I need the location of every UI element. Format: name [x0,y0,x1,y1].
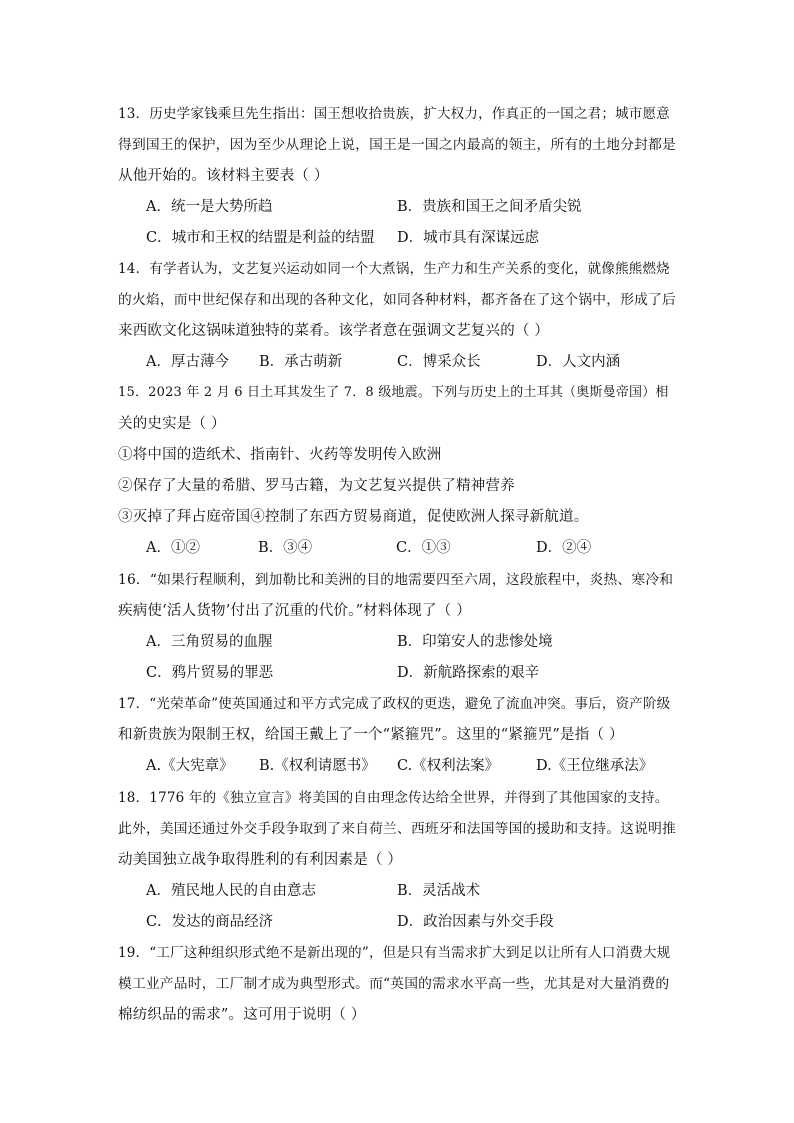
q15-statement-1: ①将中国的造纸术、指南针、火药等发明传入欧洲 [118,447,442,463]
q17-option-a[interactable]: A.《大宪章》 [146,758,234,774]
q18-option-a[interactable]: A．殖民地人民的自由意志 [146,883,316,899]
q14-option-a[interactable]: A．厚古薄今 [146,354,229,370]
q17-stem-line-1: 17．“光荣革命”使英国通过和平方式完成了政权的更迭，避免了流血冲突。事后，资产阶级 [118,696,671,712]
q13-option-c[interactable]: C．城市和王权的结盟是利益的结盟 [146,230,375,246]
q15-statement-3: ③灭掉了拜占庭帝国④控制了东西方贸易商道，促使欧洲人探寻新航道。 [118,509,589,525]
q17-option-b[interactable]: B.《权利请愿书》 [259,758,376,774]
q18-option-d[interactable]: D．政治因素与外交手段 [397,914,554,930]
q18-stem-line-2: 此外，美国还通过外交手段争取到了来自荷兰、西班牙和法国等国的援助和支持。这说明推 [118,821,677,837]
q18-stem-line-3: 动美国独立战争取得胜利的有利因素是（ ） [118,852,403,868]
q14-stem-line-2: 的火焰，而中世纪保存和出现的各种文化，如同各种材料，都齐备在了这个锅中，形成了后 [118,292,677,308]
q17-option-c[interactable]: C.《权利法案》 [397,758,500,774]
q15-stem-line-1: 15．2023 年 2 月 6 日土耳其发生了 7．8 级地震。下列与历史上的土耳其（奥斯曼帝国）相 [118,385,669,400]
q14-stem-line-3: 来西欧文化这锅味道独特的菜肴。该学者意在强调文艺复兴的（ ） [118,323,550,339]
q16-option-c[interactable]: C．鸦片贸易的罪恶 [146,665,274,681]
q15-option-c[interactable]: C．①③ [396,540,451,556]
q14-option-b[interactable]: B．承古萌新 [259,354,343,370]
q19-stem-line-3: 棉纺织品的需求”。这可用于说明（ ） [118,1007,366,1023]
q17-option-d[interactable]: D.《王位继承法》 [536,758,654,774]
q14-option-d[interactable]: D．人文内涵 [536,354,621,370]
q13-stem-line-3: 从他开始的。该材料主要表（ ） [118,168,329,184]
q14-option-c[interactable]: C．博采众长 [397,354,481,370]
q16-option-b[interactable]: B．印第安人的悲惨处境 [397,634,553,650]
q13-option-d[interactable]: D．城市具有深谋远虑 [397,230,540,246]
q15-option-b[interactable]: B．③④ [258,540,313,556]
q13-stem-line-2: 得到国王的保护，因为至少从理论上说，国王是一国之内最高的领主，所有的土地分封都是 [118,137,677,153]
q18-stem-line-1: 18．1776 年的《独立宣言》将美国的自由理念传达给全世界，并得到了其他国家的支持。 [118,790,669,806]
q15-statement-2: ②保存了大量的希腊、罗马古籍，为文艺复兴提供了精神营养 [118,478,515,494]
q16-stem-line-1: 16．“如果行程顺利，到加勒比和美洲的目的地需要四至六周，这段旅程中，炎热、寒冷和 [118,572,674,588]
q14-stem-line-1: 14．有学者认为，文艺复兴运动如同一个大煮锅，生产力和生产关系的变化，就像熊熊燃烧 [118,261,670,277]
q17-stem-line-2: 和新贵族为限制王权，给国王戴上了一个“紧箍咒”。这里的“紧箍咒”是指（ ） [118,727,624,743]
q18-option-b[interactable]: B．灵活战术 [397,883,481,899]
q13-option-b[interactable]: B．贵族和国王之间矛盾尖锐 [397,199,582,215]
q16-option-d[interactable]: D．新航路探索的艰辛 [397,665,540,681]
q16-option-a[interactable]: A．三角贸易的血腥 [146,634,273,650]
q15-option-a[interactable]: A．①② [146,540,200,556]
q13-stem-line-1: 13．历史学家钱乘旦先生指出：国王想收拾贵族，扩大权力，作真正的一国之君；城市愿意 [118,106,670,122]
q19-stem-line-1: 19．“工厂这种组织形式绝不是新出现的”，但是只有当需求扩大到足以让所有人口消费大规 [118,945,671,961]
q19-stem-line-2: 模工业产品时，工厂制才成为典型形式。而“英国的需求水平高一些，尤其是对大量消费的 [118,976,670,992]
q18-option-c[interactable]: C．发达的商品经济 [146,914,274,930]
q16-stem-line-2: 疾病使‘活人货物’付出了沉重的代价。”材料体现了（ ） [118,603,471,619]
q13-option-a[interactable]: A．统一是大势所趋 [146,199,273,215]
q15-stem-line-2: 关的史实是（ ） [118,416,226,432]
q15-option-d[interactable]: D．②④ [536,540,592,556]
